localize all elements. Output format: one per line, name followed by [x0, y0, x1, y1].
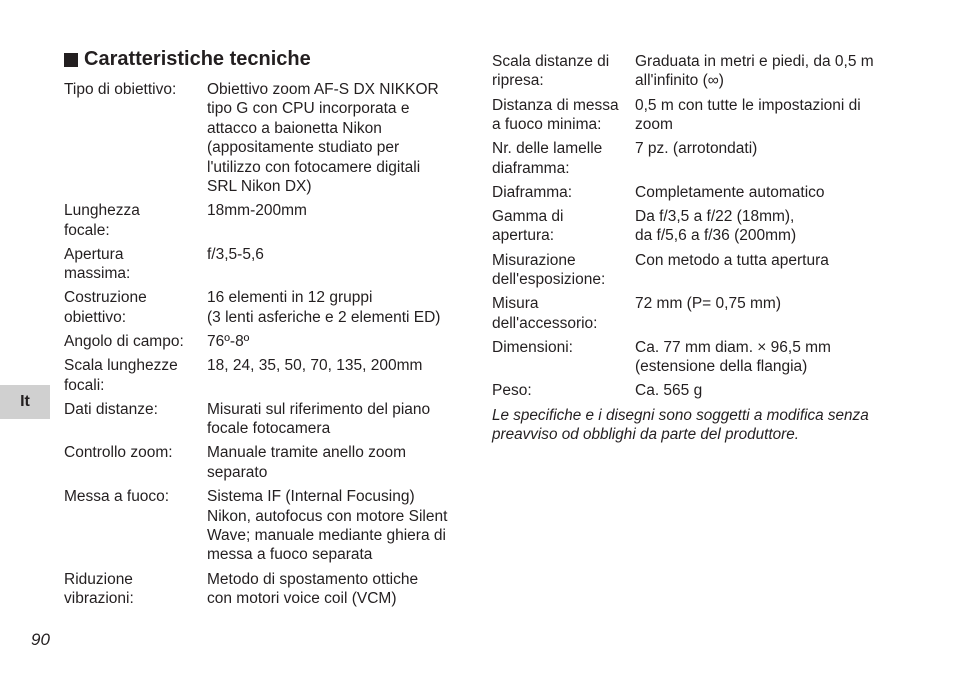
spec-row: [492, 139, 892, 178]
language-tab: [0, 385, 50, 419]
spec-row: [64, 245, 460, 284]
spec-label: Lunghezza focale:: [64, 202, 140, 239]
spec-value: Manuale tramite anello zoom separato: [207, 444, 407, 481]
spec-row: [492, 207, 892, 246]
spec-row: [492, 183, 892, 202]
spec-row: [64, 332, 460, 351]
spec-value: 16 elementi in 12 gruppi (3 lenti asferiche e 2 elementi ED): [207, 289, 441, 326]
spec-label: Controllo zoom:: [64, 444, 173, 462]
spec-label: Angolo di campo:: [64, 333, 184, 351]
spec-value: f/3,5-5,6: [207, 245, 264, 263]
spec-label: Apertura massima:: [64, 245, 131, 283]
spec-label: Tipo di obiettivo:: [64, 81, 177, 98]
spec-value: 72 mm (P= 0,75 mm): [635, 295, 781, 313]
spec-value: 18mm-200mm: [207, 202, 307, 220]
spec-label: Diaframma:: [492, 183, 573, 201]
spec-row: [64, 356, 460, 395]
spec-label: Scala lunghezze focali:: [64, 357, 178, 394]
spec-value: Completamente automatico: [635, 183, 825, 201]
spec-row: [64, 201, 460, 240]
spec-value: Ca. 77 mm diam. × 96,5 mm (estensione della flangia): [635, 338, 831, 376]
spec-row: [492, 251, 892, 290]
spec-value: Ca. 565 g: [635, 382, 703, 400]
spec-label: Misura dell'accessorio:: [492, 295, 598, 332]
spec-row: [492, 381, 892, 400]
spec-label: Misurazione dell'esposizione:: [492, 251, 606, 289]
spec-value: 76º-8º: [207, 333, 250, 351]
language-tab-label: It: [20, 393, 30, 410]
spec-row: [64, 288, 460, 327]
spec-row: [64, 487, 460, 565]
spec-row: [64, 80, 460, 196]
right-spec-column: [492, 52, 892, 444]
spec-row: [64, 570, 460, 609]
spec-label: Costruzione obiettivo:: [64, 289, 147, 326]
spec-label: Dati distanze:: [64, 400, 158, 418]
spec-label: Nr. delle lamelle diaframma:: [492, 140, 603, 177]
spec-label: Peso:: [492, 382, 532, 400]
spec-label: Distanza di messa a fuoco minima:: [492, 96, 619, 134]
spec-row: [64, 400, 460, 439]
spec-row: [492, 338, 892, 377]
spec-row: [492, 52, 892, 91]
spec-label: Scala distanze di ripresa:: [492, 53, 610, 90]
disclaimer-note: Le specifiche e i disegni sono soggetti a modifica senza preavviso od obblighi da parte del produttore.: [492, 406, 869, 444]
spec-row: [492, 294, 892, 333]
spec-row: [492, 96, 892, 135]
spec-value: Da f/3,5 a f/22 (18mm), da f/5,6 a f/36 (200mm): [635, 208, 797, 245]
spec-value: 7 pz. (arrotondati): [635, 140, 758, 158]
spec-label: Gamma di apertura:: [492, 208, 564, 245]
section-heading: [64, 48, 311, 71]
spec-label: Riduzione vibrazioni:: [64, 570, 134, 607]
spec-value: Con metodo a tutta apertura: [635, 251, 829, 269]
spec-value: Metodo di spostamento ottiche con motori voice coil (VCM): [207, 570, 419, 607]
left-spec-column: [64, 80, 460, 613]
spec-label: Messa a fuoco:: [64, 488, 170, 506]
spec-value: 18, 24, 35, 50, 70, 135, 200mm: [207, 357, 423, 375]
spec-value: Obiettivo zoom AF-S DX NIKKOR tipo G con CPU incorporata e attacco a baionetta Nikon (appositamente studiato per l'utilizzo con fotocamere digitali SRL Nikon DX): [207, 81, 439, 196]
spec-value: Graduata in metri e piedi, da 0,5 m all'infinito (∞): [635, 53, 874, 90]
spec-value: Misurati sul riferimento del piano focale fotocamera: [207, 400, 431, 438]
spec-row: [64, 443, 460, 482]
spec-label: Dimensioni:: [492, 338, 573, 356]
square-bullet-icon: [64, 53, 78, 67]
spec-value: 0,5 m con tutte le impostazioni di zoom: [635, 96, 861, 134]
spec-value: Sistema IF (Internal Focusing) Nikon, autofocus con motore Silent Wave; manuale mediante ghiera di messa a fuoco separata: [207, 488, 448, 564]
page-number: 90: [31, 630, 50, 649]
section-title: Caratteristiche tecniche: [84, 48, 311, 70]
